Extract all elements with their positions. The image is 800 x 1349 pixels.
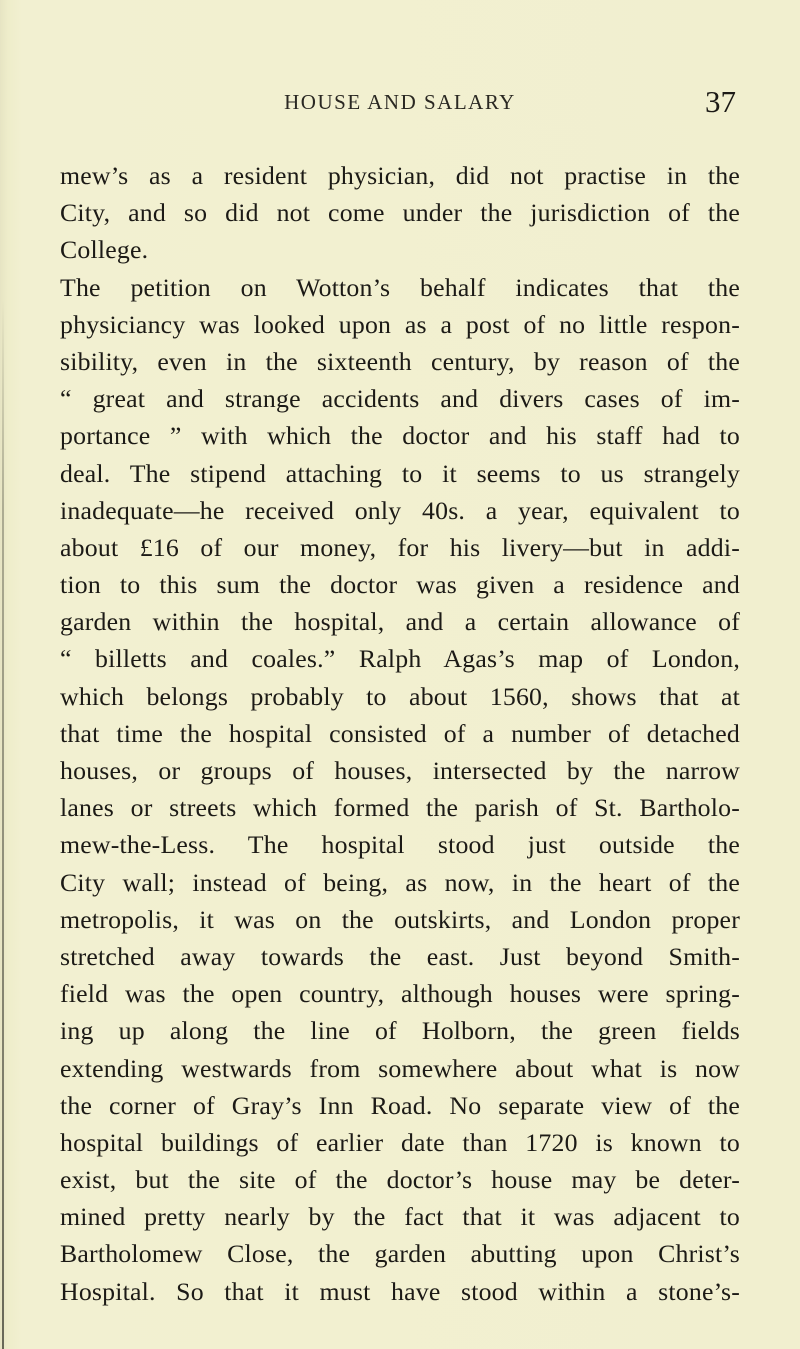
- text-line: the corner of Gray’s Inn Road. No separate view of the: [60, 1090, 740, 1120]
- text-line: houses, or groups of houses, intersected by the narrow: [60, 756, 740, 785]
- text-line: tion to this sum the doctor was given a residence and: [60, 570, 740, 600]
- text-line: portance ” with which the doctor and his staff had to: [60, 421, 740, 451]
- text-line: garden within the hospital, and a certain allowance of: [60, 607, 740, 637]
- text-line: which belongs probably to about 1560, shows that at: [60, 681, 740, 711]
- text-line: field was the open country, although houses were spring-: [60, 979, 740, 1009]
- text-line: “ billetts and coales.” Ralph Agas’s map of London,: [60, 644, 740, 674]
- text-line: mew-the-Less. The hospital stood just outside the: [60, 830, 740, 860]
- text-line: metropolis, it was on the outskirts, and London proper: [60, 904, 740, 934]
- text-line: Bartholomew Close, the garden abutting upon Christ’s: [60, 1239, 740, 1269]
- text-line: mew’s as a resident physician, did not practise in the: [60, 161, 740, 190]
- text-line: City, and so did not come under the jurisdiction of the: [60, 198, 740, 228]
- text-line: extending westwards from somewhere about what is now: [60, 1053, 740, 1083]
- text-line: hospital buildings of earlier date than 1720 is known to: [60, 1127, 740, 1157]
- text-line: exist, but the site of the doctor’s house may be deter-: [60, 1165, 740, 1195]
- text-line: deal. The stipend attaching to it seems to us strangely: [60, 458, 740, 488]
- running-head: HOUSE AND SALARY: [284, 90, 516, 114]
- text-line: physiciancy was looked upon as a post of no little respon-: [60, 309, 740, 339]
- page-number: 37: [705, 84, 736, 119]
- text-line: about £16 of our money, for his livery—but in addi-: [60, 532, 740, 562]
- text-line: College.: [60, 235, 149, 265]
- text-line: The petition on Wotton’s behalf indicates that the: [60, 272, 740, 302]
- text-line: lanes or streets which formed the parish of St. Bartholo-: [60, 793, 740, 823]
- text-line: Hospital. So that it must have stood within a stone’s-: [60, 1276, 740, 1306]
- text-line: sibility, even in the sixteenth century, by reason of the: [60, 346, 740, 376]
- text-line: stretched away towards the east. Just beyond Smith-: [60, 941, 740, 971]
- text-line: that time the hospital consisted of a number of detached: [60, 718, 740, 748]
- page-gutter-shadow: [2, 300, 4, 1349]
- text-line: City wall; instead of being, as now, in the heart of the: [60, 867, 740, 897]
- text-line: “ great and strange accidents and divers cases of im-: [60, 384, 740, 414]
- text-line: ing up along the line of Holborn, the green fields: [60, 1016, 740, 1046]
- text-line: inadequate—he received only 40s. a year, equivalent to: [60, 495, 740, 525]
- text-line: mined pretty nearly by the fact that it was adjacent to: [60, 1202, 740, 1232]
- body-text: [60, 157, 740, 1310]
- page-header: [0, 84, 800, 124]
